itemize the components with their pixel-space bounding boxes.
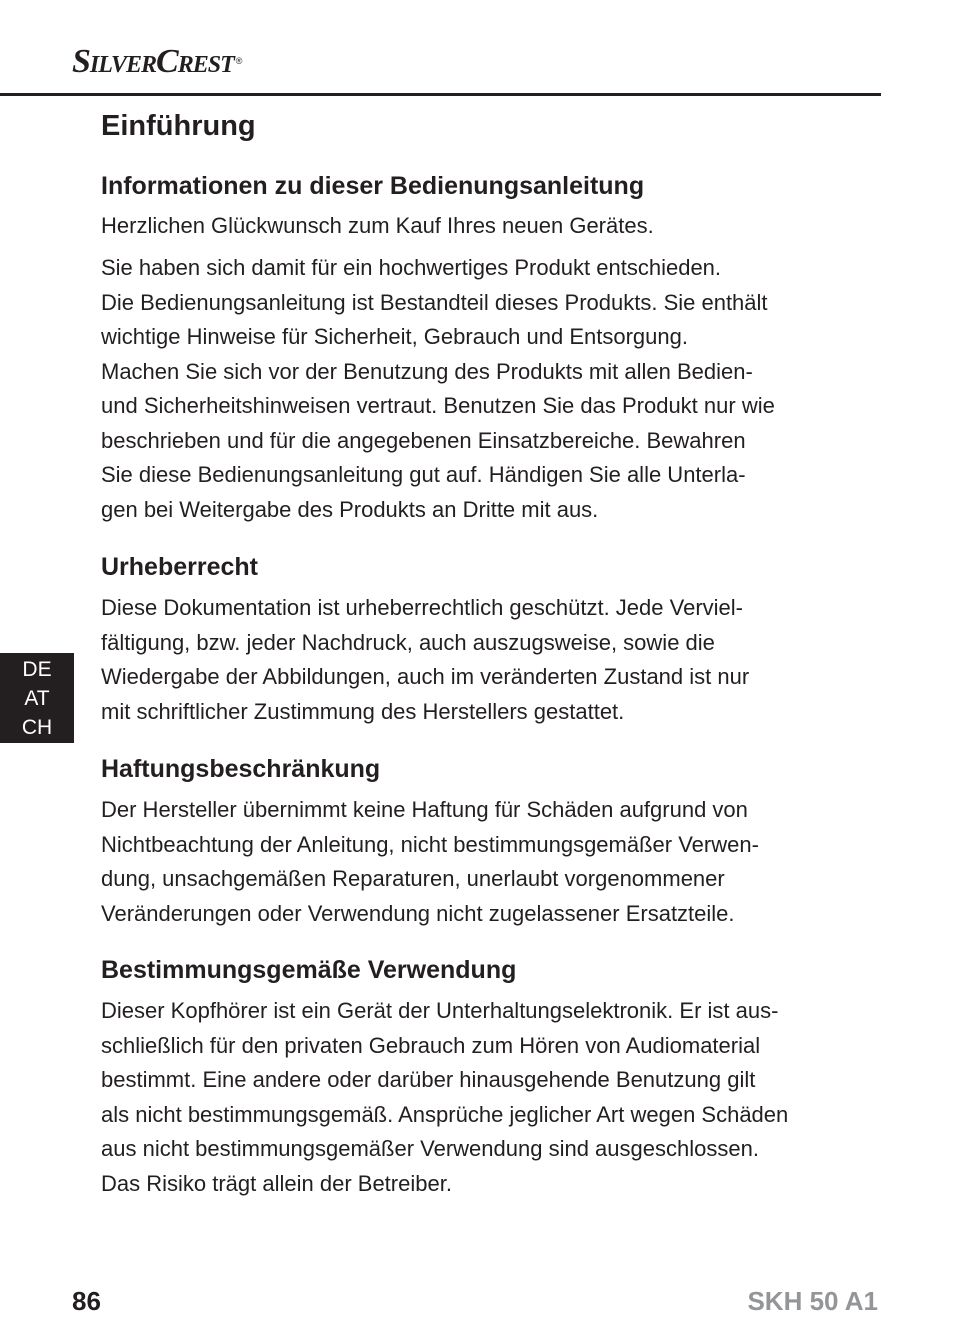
text-line: beschrieben und für die angegebenen Einsatzbereiche. Bewahren bbox=[101, 427, 746, 453]
text-line: Veränderungen oder Verwendung nicht zugelassener Ersatzteile. bbox=[101, 900, 735, 926]
brand-logo bbox=[72, 42, 242, 82]
text-line: Wiedergabe der Abbildungen, auch im veränderten Zustand ist nur bbox=[101, 664, 750, 689]
text-line: schließlich für den privaten Gebrauch zum Hören von Audiomaterial bbox=[101, 1032, 761, 1058]
paragraph-manual-info bbox=[101, 251, 775, 527]
text-line: Dieser Kopfhörer ist ein Gerät der Unterhaltungselektronik. Er ist aus- bbox=[101, 998, 779, 1023]
text-line: Das Risiko trägt allein der Betreiber. bbox=[101, 1170, 452, 1196]
language-code-ch: CH bbox=[21, 715, 53, 739]
section-heading-urheberrecht: Urheberrecht bbox=[101, 553, 258, 581]
paragraph-intended-use bbox=[101, 994, 788, 1201]
text-line: Machen Sie sich vor der Benutzung des Produkts mit allen Bedien- bbox=[101, 358, 753, 384]
text-line: wichtige Hinweise für Sicherheit, Gebrauch und Entsorgung. bbox=[101, 324, 688, 349]
section-heading-informationen: Informationen zu dieser Bedienungsanleitung bbox=[101, 172, 645, 200]
text-line: Die Bedienungsanleitung ist Bestandteil dieses Produkts. Sie enthält bbox=[101, 289, 768, 315]
paragraph-copyright bbox=[101, 591, 749, 729]
text-line: Der Hersteller übernimmt keine Haftung für Schäden aufgrund von bbox=[101, 797, 748, 822]
text-line: als nicht bestimmungsgemäß. Ansprüche jeglicher Art wegen Schäden bbox=[101, 1101, 789, 1127]
brand-logo-text: SilverCrest bbox=[72, 43, 234, 80]
text-line: bestimmt. Eine andere oder darüber hinausgehende Benutzung gilt bbox=[101, 1067, 756, 1092]
text-line: fältigung, bzw. jeder Nachdruck, auch auszugsweise, sowie die bbox=[101, 629, 715, 655]
section-heading-haftungsbeschraenkung: Haftungsbeschränkung bbox=[101, 755, 381, 783]
page-number: 86 bbox=[72, 1286, 101, 1316]
text-line: Nichtbeachtung der Anleitung, nicht bestimmungsgemäßer Verwen- bbox=[101, 831, 759, 857]
model-code: SKH 50 A1 bbox=[747, 1286, 878, 1316]
text-line: aus nicht bestimmungsgemäßer Verwendung sind ausgeschlossen. bbox=[101, 1136, 759, 1161]
registered-mark: ® bbox=[235, 56, 243, 66]
section-heading-bestimmungsgemaesse-verwendung: Bestimmungsgemäße Verwendung bbox=[101, 956, 517, 984]
text-line: Diese Dokumentation ist urheberrechtlich geschützt. Jede Verviel- bbox=[101, 595, 743, 620]
text-line: und Sicherheitshinweisen vertraut. Benutzen Sie das Produkt nur wie bbox=[101, 393, 775, 418]
page-title: Einführung bbox=[101, 110, 256, 142]
paragraph-liability bbox=[101, 793, 759, 931]
header-divider bbox=[0, 93, 881, 96]
text-line: Sie diese Bedienungsanleitung gut auf. Händigen Sie alle Unterla- bbox=[101, 462, 746, 487]
language-code-at: AT bbox=[24, 686, 50, 710]
text-line: Sie haben sich damit für ein hochwertiges Produkt entschieden. bbox=[101, 255, 722, 280]
language-tab bbox=[0, 653, 74, 743]
text-line: gen bei Weitergabe des Produkts an Dritte mit aus. bbox=[101, 496, 599, 522]
text-line: mit schriftlicher Zustimmung des Herstellers gestattet. bbox=[101, 698, 625, 724]
language-code-de: DE bbox=[22, 657, 52, 681]
text-line: dung, unsachgemäßen Reparaturen, unerlaubt vorgenommener bbox=[101, 866, 725, 891]
paragraph-congratulations bbox=[101, 209, 654, 244]
text-line: Herzlichen Glückwunsch zum Kauf Ihres neuen Gerätes. bbox=[101, 213, 654, 238]
